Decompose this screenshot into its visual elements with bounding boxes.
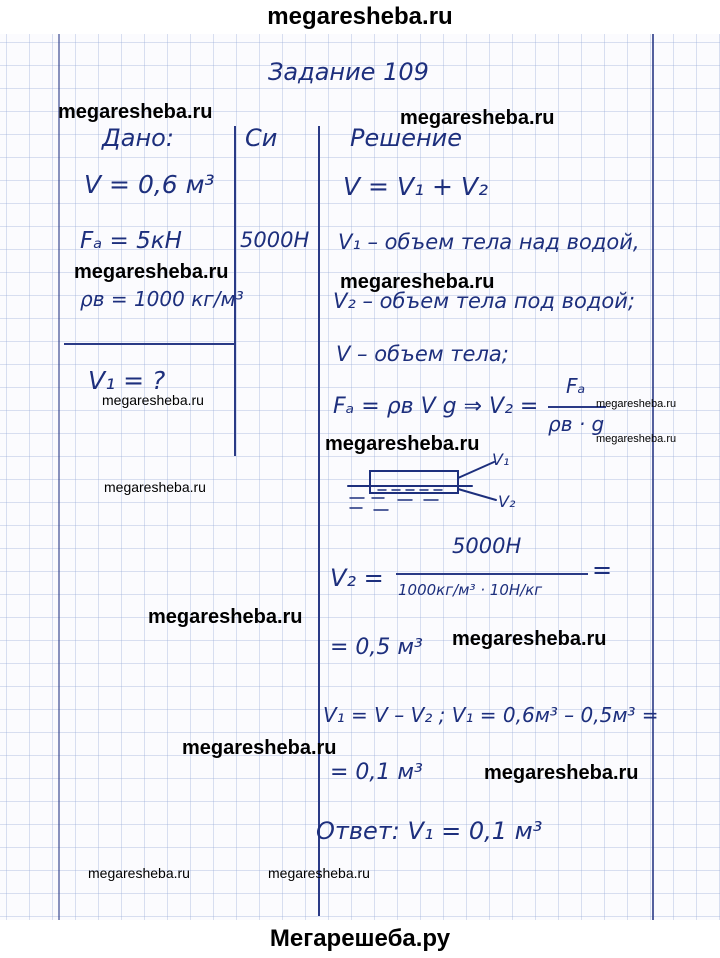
watermark-13[interactable]: megaresheba.ru [484, 762, 639, 784]
si-heading: Си [245, 124, 278, 152]
formula-v2-numerator: Fₐ [566, 374, 586, 398]
watermark-12[interactable]: megaresheba.ru [182, 737, 337, 759]
calc-v2-equals: = [592, 556, 613, 584]
calc-v2-lhs: V₂ = [330, 564, 384, 592]
calc-v2-result: = 0,5 м³ [330, 635, 423, 660]
watermark-14[interactable]: megaresheba.ru [88, 865, 190, 881]
si-force: 5000Н [240, 228, 310, 252]
watermark-7[interactable]: megaresheba.ru [325, 433, 480, 455]
find-v1: V₁ = ? [88, 366, 166, 395]
solution-line-2: V₁ – объем тела над водой, [338, 230, 640, 254]
site-header[interactable]: megaresheba.ru [0, 0, 720, 34]
watermark-1[interactable]: megaresheba.ru [58, 101, 213, 123]
watermark-4[interactable]: megaresheba.ru [340, 271, 495, 293]
v1-pointer [458, 462, 494, 478]
watermark-11[interactable]: megaresheba.ru [452, 628, 607, 650]
floating-body-sketch [0, 34, 720, 920]
task-title: Задание 109 [268, 58, 429, 86]
calc-v1-line: V₁ = V – V₂ ; V₁ = 0,6м³ – 0,5м³ = [323, 703, 659, 727]
calc-v2-denominator: 1000кг/м³ · 10Н/кг [398, 581, 543, 599]
water-dashes [350, 498, 438, 510]
watermark-10[interactable]: megaresheba.ru [148, 606, 303, 628]
calc-v2-numerator: 5000Н [452, 534, 522, 558]
figure-label-v2: V₂ [498, 492, 516, 511]
watermark-5[interactable]: megaresheba.ru [102, 392, 204, 408]
formula-v2-denominator: ρв · g [548, 412, 605, 436]
watermark-15[interactable]: megaresheba.ru [268, 865, 370, 881]
site-footer[interactable]: Мегарешеба.ру [0, 920, 720, 958]
calc-v1-result: = 0,1 м³ [330, 760, 423, 785]
given-volume: V = 0,6 м³ [84, 170, 215, 199]
notebook-page [0, 34, 720, 920]
solution-heading: Решение [350, 124, 463, 152]
given-density: ρв = 1000 кг/м³ [80, 287, 244, 311]
watermark-2[interactable]: megaresheba.ru [400, 107, 555, 129]
solution-line-4: V – объем тела; [336, 342, 509, 366]
watermark-8[interactable]: megaresheba.ru [596, 433, 677, 445]
solution-line-1: V = V₁ + V₂ [343, 172, 489, 201]
answer: Ответ: V₁ = 0,1 м³ [316, 817, 543, 845]
solution-line-3: V₂ – объем тела под водой; [333, 289, 635, 313]
figure-label-v1: V₁ [492, 450, 510, 469]
formula-archimedes: Fₐ = ρв V g ⇒ V₂ = [333, 394, 539, 419]
given-force: Fₐ = 5кН [80, 228, 182, 254]
watermark-9[interactable]: megaresheba.ru [104, 479, 206, 495]
given-heading: Дано: [102, 124, 174, 152]
watermark-3[interactable]: megaresheba.ru [74, 261, 229, 283]
watermark-6[interactable]: megaresheba.ru [596, 398, 677, 410]
v2-pointer [458, 489, 496, 500]
